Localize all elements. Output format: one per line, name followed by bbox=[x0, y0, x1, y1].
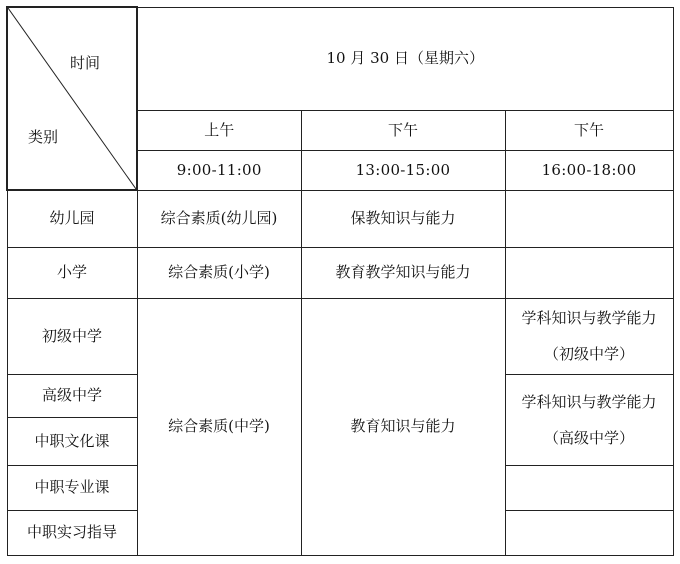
exam-schedule-table bbox=[6, 6, 674, 556]
category-kindergarten: 幼儿园 bbox=[7, 190, 137, 247]
session-3-time: 16:00-18:00 bbox=[505, 151, 673, 190]
middle-session-2: 教育知识与能力 bbox=[301, 298, 505, 555]
vocational-major-session-3 bbox=[505, 465, 673, 510]
senior-level-line: （高级中学） bbox=[544, 428, 635, 447]
session-2-time: 13:00-15:00 bbox=[301, 151, 505, 190]
session-3-period: 下午 bbox=[505, 110, 673, 150]
kindergarten-session-1: 综合素质(幼儿园) bbox=[137, 190, 301, 247]
category-vocational-culture: 中职文化课 bbox=[7, 417, 137, 465]
kindergarten-session-2: 保教知识与能力 bbox=[301, 190, 505, 247]
time-axis-label: 时间 bbox=[70, 54, 101, 72]
category-vocational-major: 中职专业课 bbox=[7, 465, 137, 510]
header-corner-cell bbox=[7, 7, 137, 190]
primary-session-3 bbox=[505, 247, 673, 298]
session-2-period: 下午 bbox=[301, 110, 505, 150]
session-1-period: 上午 bbox=[137, 110, 301, 150]
diagonal-divider bbox=[8, 8, 136, 189]
junior-middle-session-3 bbox=[505, 298, 673, 374]
junior-subject-line: 学科知识与教学能力 bbox=[521, 309, 657, 327]
category-primary: 小学 bbox=[7, 247, 137, 298]
vocational-practice-session-3 bbox=[505, 510, 673, 555]
junior-level-line: （初级中学） bbox=[544, 345, 635, 363]
category-axis-label: 类别 bbox=[28, 128, 59, 146]
senior-high-session-3 bbox=[505, 374, 673, 465]
category-vocational-practice: 中职实习指导 bbox=[7, 510, 137, 555]
kindergarten-session-3 bbox=[505, 190, 673, 247]
primary-session-2: 教育教学知识与能力 bbox=[301, 247, 505, 298]
middle-session-1: 综合素质(中学) bbox=[137, 298, 301, 555]
primary-session-1: 综合素质(小学) bbox=[137, 247, 301, 298]
date-header: 10 月 30 日（星期六） bbox=[137, 7, 673, 110]
session-1-time: 9:00-11:00 bbox=[137, 151, 301, 190]
category-senior-high: 高级中学 bbox=[7, 374, 137, 417]
senior-subject-line: 学科知识与教学能力 bbox=[521, 392, 657, 411]
category-junior-middle: 初级中学 bbox=[7, 298, 137, 374]
